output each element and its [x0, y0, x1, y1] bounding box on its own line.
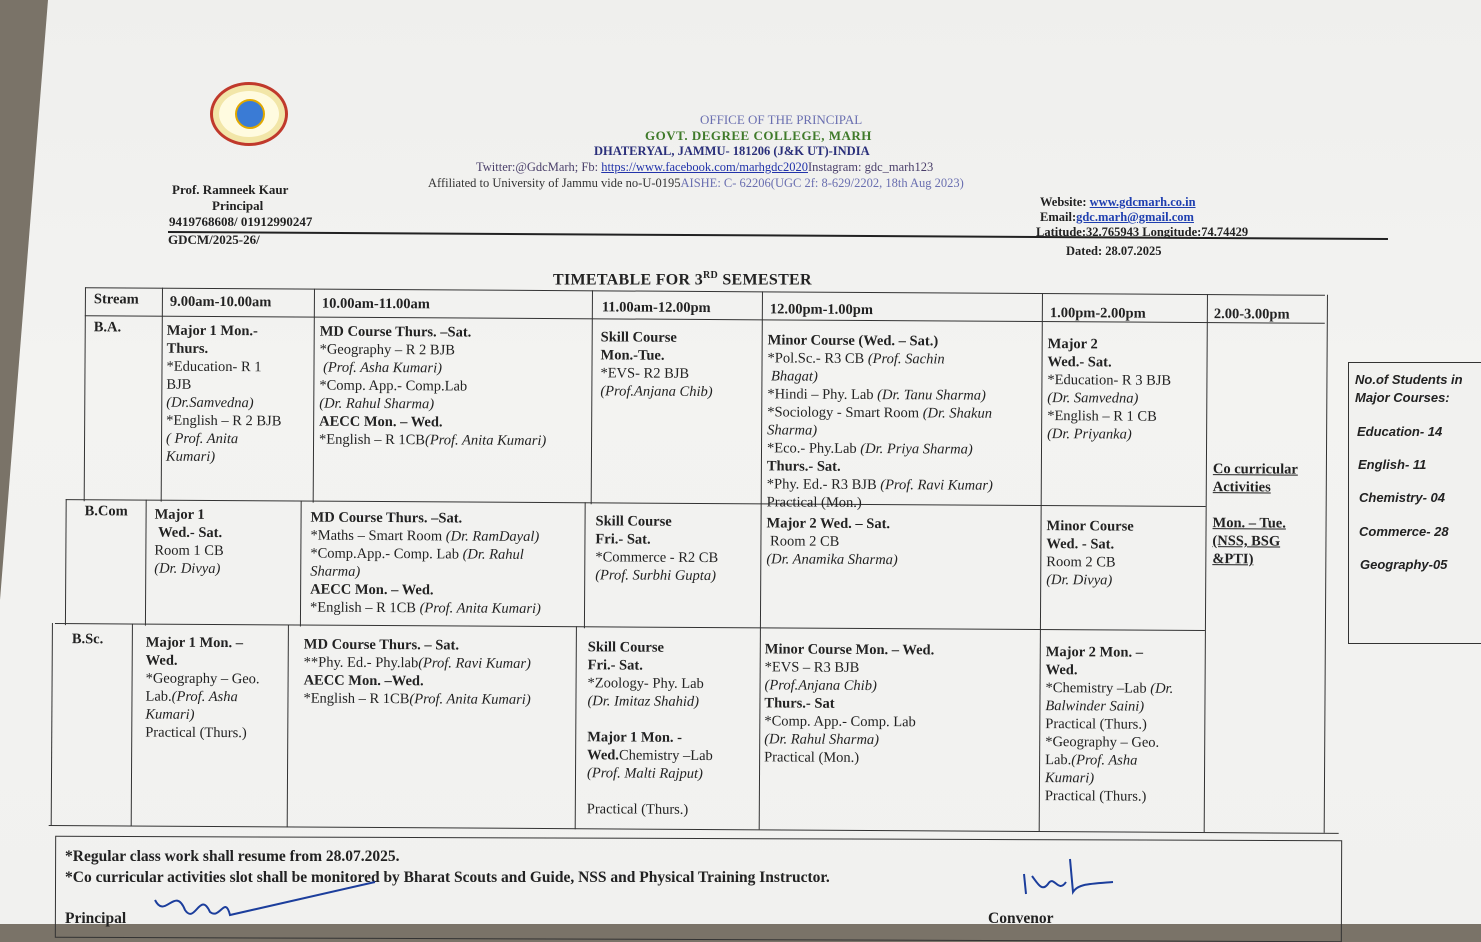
- grid-line: [1204, 294, 1208, 832]
- principal-signature-label: Principal: [65, 910, 127, 927]
- website-link[interactable]: www.gdcmarh.co.in: [1089, 195, 1196, 209]
- students-count-box: [1348, 362, 1481, 644]
- title-pre: TIMETABLE FOR 3: [553, 271, 703, 289]
- cell-line: *Education- R 3 BJB: [1047, 372, 1172, 389]
- cell-line: Fri.- Sat.: [587, 657, 643, 674]
- bsc-skill-course: [587, 638, 714, 819]
- cell-line: *EVS- R2 BJB: [600, 365, 690, 382]
- cell-line: Chemistry –Lab: [618, 747, 713, 765]
- cell-line: (Prof. Ravi Kumar): [880, 477, 993, 494]
- cell-line: *Chemistry –Lab: [1045, 680, 1151, 697]
- cell-line: (Dr. Shakun: [922, 405, 993, 422]
- grid-line: [584, 502, 586, 628]
- cell-line: *Comp. App.- Comp. Lab: [764, 713, 916, 731]
- cell-line: (Prof. Malti Rajput): [586, 765, 703, 782]
- grid-line: [1324, 295, 1328, 833]
- students-item: Education- 14: [1357, 424, 1443, 439]
- cell-line: *English – R 1CB: [309, 599, 420, 617]
- cell-line: (Dr. Priya Sharma): [860, 440, 973, 458]
- cell-line: Practical (Thurs.): [1044, 788, 1147, 805]
- cell-line: *English – R 1 CB: [1047, 408, 1157, 425]
- convenor-signature: [1018, 854, 1118, 902]
- cell-line: MD Course Thurs. –Sat.: [310, 509, 463, 527]
- cell-line: Thurs.- Sat.: [766, 458, 841, 475]
- grid-line: [55, 623, 1205, 631]
- cell-line: Fri.- Sat.: [595, 531, 651, 548]
- cell-line: (Dr. Anamika Sharma): [766, 551, 898, 569]
- grid-line: [161, 288, 163, 502]
- ba-major1: [166, 322, 282, 467]
- cell-line: (Dr. Rahul Sharma): [319, 395, 435, 413]
- cell-line: Major 1 Mon. –: [145, 634, 244, 652]
- cell-line: *EVS – R3 BJB: [764, 659, 860, 676]
- grid-line: [131, 623, 133, 826]
- grid-line: [759, 291, 763, 829]
- cell-line: Minor Course: [1046, 518, 1134, 535]
- cell-line: Major 2 Mon. –: [1045, 644, 1144, 661]
- email-label: Email:: [1040, 210, 1077, 224]
- grid-line: [1039, 293, 1043, 831]
- header-slot-2: 10.00am-11.00am: [321, 295, 430, 313]
- cell-line: (Dr. Imitaz Shahid): [587, 693, 700, 710]
- cell-line: (Dr. Priyanka): [1047, 426, 1132, 443]
- grid-line: [84, 287, 86, 501]
- cell-line: (Prof. Asha: [171, 688, 238, 706]
- cell-line: Practical (Thurs.): [145, 724, 247, 742]
- cell-line: Skill Course: [587, 639, 664, 656]
- ba-skill-course: [600, 328, 713, 401]
- header-slot-4: 12.00pm-1.00pm: [769, 301, 874, 319]
- cell-line: Major 1 Mon. -: [587, 729, 683, 746]
- students-heading-2: Major Courses:: [1355, 390, 1450, 405]
- cell-line: AECC Mon. –Wed.: [303, 672, 424, 690]
- cell-line: (Dr. Divya): [1046, 572, 1113, 589]
- header-slot-6: 2.00-3.00pm: [1213, 306, 1290, 323]
- cell-line: (Dr. Rahul Sharma): [764, 731, 880, 749]
- header-stream: Stream: [93, 291, 139, 308]
- title-post: SEMESTER: [718, 271, 812, 289]
- cell-line: AECC Mon. – Wed.: [319, 413, 443, 431]
- cell-line: *Zoology- Phy. Lab: [587, 675, 704, 692]
- cell-line: Wed.- Sat.: [1047, 354, 1112, 371]
- students-item: Commerce- 28: [1359, 524, 1449, 539]
- cell-line: **Phy. Ed.- Phy.lab: [303, 654, 419, 672]
- cell-line: Mon.-Tue.: [600, 347, 665, 364]
- cell-line: Kumari): [1044, 770, 1095, 787]
- cell-line: Wed.: [587, 747, 620, 764]
- cell-line: Activities: [1212, 479, 1271, 496]
- grid-line: [49, 825, 1339, 834]
- cell-line: *English – R 1CB: [319, 431, 426, 449]
- cell-line: Sharma): [767, 422, 818, 439]
- cell-line: Lab.: [145, 688, 172, 705]
- footer-note-2: *Co curricular activities slot shall be monitored by Bharat Scouts and Guide, NSS and Physical Training Instructor.: [65, 869, 830, 886]
- students-item: English- 11: [1358, 457, 1427, 472]
- grid-line: [51, 623, 53, 826]
- cell-line: Balwinder Saini): [1045, 698, 1145, 715]
- grid-line: [66, 499, 1206, 507]
- ba-md-course: [319, 323, 547, 450]
- cell-line: Minor Course (Wed. – Sat.): [767, 332, 939, 350]
- college-address: DHATERYAL, JAMMU- 181206 (J&K UT)-INDIA: [594, 144, 870, 158]
- website-line: [1040, 194, 1196, 210]
- cell-line: *English – R 1CB: [303, 690, 410, 708]
- co-curricular-cell: [1212, 460, 1298, 569]
- website-label: Website:: [1040, 195, 1090, 209]
- grid-line: [313, 289, 315, 503]
- cell-line: (Prof. Asha: [1071, 752, 1138, 769]
- cell-line: (Prof.Anjana Chib): [764, 677, 877, 695]
- grid-line: [65, 499, 67, 625]
- cell-line: (Prof. Sachin: [867, 350, 945, 368]
- cell-line: Wed. - Sat.: [1046, 536, 1115, 553]
- college-logo: [210, 82, 288, 146]
- students-item: Geography-05: [1360, 557, 1448, 572]
- dated: Dated: 28.07.2025: [1066, 244, 1162, 258]
- cell-line: (Dr. Divya): [154, 560, 221, 578]
- bcom-major1: [154, 506, 224, 578]
- cell-line: Mon. – Tue.: [1212, 515, 1286, 532]
- cell-line: AECC Mon. – Wed.: [310, 581, 434, 599]
- bsc-major1: [145, 634, 260, 743]
- cell-line: (Dr. Tanu Sharma): [877, 387, 986, 404]
- cell-line: Major 2: [1047, 336, 1098, 353]
- convenor-signature-label: Convenor: [988, 910, 1054, 927]
- cell-line: (Prof. Ravi Kumar): [418, 655, 531, 672]
- stream-bsc: B.Sc.: [71, 631, 104, 648]
- social-suffix: Instagram: gdc_marh123: [807, 160, 934, 174]
- cell-line: Practical (Mon.): [766, 494, 862, 511]
- cell-line: Room 2 CB: [1046, 554, 1116, 571]
- cell-line: (Dr.: [1150, 680, 1174, 697]
- cell-line: Room 2 CB: [770, 533, 840, 550]
- cell-line: Lab.: [1045, 752, 1072, 769]
- stream-bcom: B.Com: [84, 503, 128, 520]
- college-name: GOVT. DEGREE COLLEGE, MARH: [645, 128, 872, 143]
- cell-line: (Dr. Samvedna): [1047, 390, 1139, 407]
- cell-line: *Comp.App.- Comp. Lab: [310, 545, 463, 563]
- cell-line: Bhagat): [771, 368, 818, 385]
- social-prefix: Twitter:@GdcMarh; Fb:: [476, 160, 602, 174]
- office-line: OFFICE OF THE PRINCIPAL: [700, 112, 863, 127]
- cell-line: (Prof. Anita Kumari): [419, 600, 541, 617]
- stream-ba: B.A.: [93, 319, 122, 336]
- cell-line: *Phy. Ed.- R3 BJB: [766, 476, 881, 494]
- grid-line: [145, 500, 147, 626]
- logo-emblem: [235, 99, 265, 129]
- affiliation-text: Affiliated to University of Jammu vide no-U-0195: [428, 176, 681, 190]
- cell-line: *Eco.- Phy.Lab: [766, 440, 861, 457]
- cell-line: BJB: [166, 376, 192, 393]
- cell-line: *Comp. App.- Comp.Lab: [319, 377, 468, 395]
- timetable-title: [553, 270, 812, 289]
- principal-name: Prof. Ramneek Kaur: [172, 182, 289, 197]
- cell-line: *Sociology - Smart Room: [767, 404, 923, 422]
- header-slot-5: 1.00pm-2.00pm: [1049, 305, 1146, 322]
- header-slot-1: 9.00am-10.00am: [169, 293, 272, 311]
- cell-line: *Education- R 1: [166, 358, 262, 376]
- cell-line: (Dr. Rahul: [462, 546, 524, 563]
- cell-line: Major 1: [154, 506, 205, 523]
- cell-line: (Prof.Anjana Chib): [600, 383, 713, 401]
- bcom-major2: [766, 514, 898, 569]
- cell-line: ( Prof. Anita: [166, 430, 239, 448]
- bsc-major2: [1045, 643, 1174, 806]
- cell-line: Skill Course: [600, 329, 677, 346]
- email-link[interactable]: gdc.marh@gmail.com: [1076, 210, 1194, 224]
- timetable-grid: [49, 285, 1342, 841]
- cell-line: Wed.: [1045, 662, 1078, 679]
- cell-line: *Pol.Sc.- R3 CB: [767, 350, 868, 367]
- cell-line: (Prof. Anita Kumari): [424, 432, 547, 450]
- cell-line: *Hindi – Phy. Lab: [767, 386, 878, 404]
- cell-line: (Prof. Anita Kumari): [409, 691, 531, 708]
- grid-line: [591, 290, 593, 504]
- principal-title: Principal: [212, 198, 264, 213]
- students-heading-1: No.of Students in: [1355, 372, 1463, 387]
- cell-line: *English – R 2 BJB: [166, 412, 282, 430]
- cell-line: *Geography – Geo.: [145, 670, 260, 688]
- facebook-link[interactable]: https://www.facebook.com/marhgdc2020: [601, 160, 808, 174]
- cell-line: *Geography – Geo.: [1045, 734, 1160, 751]
- cell-line: Kumari): [165, 448, 216, 465]
- cell-line: Thurs.: [166, 340, 209, 357]
- cell-line: Kumari): [145, 706, 195, 723]
- cell-line: (Dr. RamDayal): [445, 528, 540, 545]
- grid-line: [300, 501, 302, 627]
- cell-line: (Dr.Samvedna): [166, 394, 254, 412]
- cell-line: Wed.- Sat.: [158, 524, 223, 542]
- cell-line: MD Course Thurs. – Sat.: [303, 636, 460, 654]
- principal-phone: 9419768608/ 01912990247: [169, 214, 313, 229]
- cell-line: *Geography – R 2 BJB: [319, 341, 456, 359]
- cell-line: Practical (Thurs.): [1045, 716, 1147, 733]
- cell-line: Sharma): [310, 563, 361, 580]
- title-sup: RD: [703, 270, 719, 281]
- bcom-md-course: [310, 509, 541, 618]
- cell-line: (Prof. Surbhi Gupta): [595, 567, 716, 585]
- cell-line: Practical (Thurs.): [586, 801, 689, 818]
- latlong: Latitude:32.765943 Longitude:74.74429: [1036, 225, 1249, 239]
- cell-line: Practical (Mon.): [764, 749, 860, 766]
- aishe-text: AISHE: C- 62206(UGC 2f: 8-629/2202, 18th Aug 2023): [680, 176, 964, 190]
- cell-line: Co curricular: [1212, 461, 1298, 478]
- cell-line: (NSS, BSG: [1212, 533, 1281, 550]
- cell-line: Minor Course Mon. – Wed.: [764, 641, 935, 659]
- bsc-minor-course: [764, 640, 934, 767]
- reference-number: GDCM/2025-26/: [168, 232, 260, 247]
- bcom-skill-course: [595, 512, 718, 585]
- footer-note-1: *Regular class work shall resume from 28.07.2025.: [65, 848, 400, 865]
- affiliation-line: [428, 176, 964, 191]
- grid-line: [287, 624, 289, 827]
- cell-line: Major 1 Mon.-: [166, 322, 258, 340]
- email-line: [1040, 209, 1194, 225]
- cell-line: Wed.: [145, 652, 178, 669]
- cell-line: Skill Course: [595, 513, 672, 530]
- social-line: [476, 160, 933, 175]
- ba-minor-course: [767, 331, 994, 512]
- cell-line: &PTI): [1212, 551, 1254, 568]
- grid-line: [575, 626, 577, 829]
- bsc-md-course: [303, 636, 531, 709]
- bcom-minor-course: [1046, 517, 1134, 590]
- header-slot-3: 11.00am-12.00pm: [601, 299, 711, 317]
- cell-line: *Maths – Smart Room: [310, 527, 446, 545]
- cell-line: *Commerce - R2 CB: [595, 549, 719, 567]
- students-item: Chemistry- 04: [1359, 490, 1445, 505]
- cell-line: Major 2 Wed. – Sat.: [766, 515, 891, 533]
- principal-signature: [150, 880, 380, 924]
- cell-line: Room 1 CB: [154, 542, 224, 560]
- ba-major2: [1047, 335, 1171, 444]
- cell-line: Thurs.- Sat: [764, 695, 835, 712]
- cell-line: MD Course Thurs. –Sat.: [319, 323, 472, 341]
- cell-line: (Prof. Asha Kumari): [323, 359, 442, 377]
